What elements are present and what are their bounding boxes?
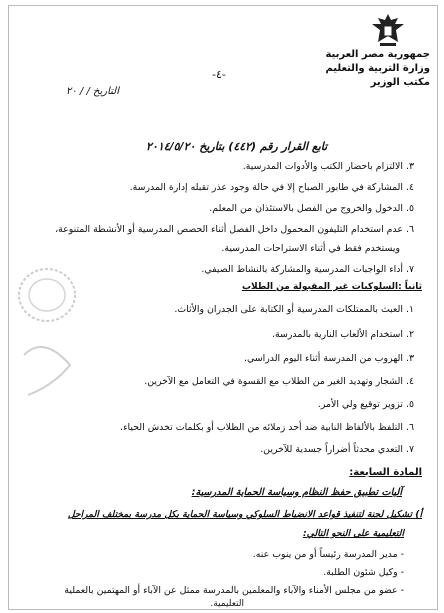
list-item: ١. العبث بالممتلكات المدرسية أو الكتابة على الجدران والأثاث. — [174, 304, 414, 315]
page-number: -٤- — [212, 68, 226, 81]
committee-member-continuation: التعليمية. — [210, 599, 244, 609]
stamp-watermark-icon — [14, 255, 80, 405]
office-name: مكتب الوزير — [370, 77, 430, 88]
list-item: ٥. تزوير توقيع ولي الأمر. — [317, 399, 414, 410]
ministry-header — [320, 48, 430, 90]
list-item: ٧. التعدي محدثاً أضراراً جسدية للآخرين. — [260, 444, 414, 455]
article-heading: المادة السابعة: — [349, 467, 422, 478]
committee-member: - وكيل شئون الطلبة. — [323, 567, 404, 578]
list-item: ٦. عدم استخدام التليفون المحمول داخل الفصل أثناء الحصص المدرسية أو الأنشطة المتنوعة، — [55, 224, 414, 235]
list-item: ٣. الالتزام باحضار الكتب والأدوات المدرسية. — [242, 161, 414, 172]
list-item: ٢. استخدام الألعاب النارية بالمدرسة. — [272, 329, 414, 340]
country-name: جمهورية مصر العربية — [325, 49, 430, 60]
article-point-a: أ) تشكيل لجنة لتنفيذ قواعد الانضباط السلوكي وسياسة الحماية بكل مدرسة بمختلف المراحل — [67, 509, 422, 520]
list-item: ٣. الهروب من المدرسة أثناء اليوم الدراسي. — [244, 353, 414, 364]
eagle-emblem-icon — [368, 12, 408, 48]
ministry-name: وزارة التربية والتعليم — [325, 63, 430, 74]
section-heading: ثانياً :السلوكيات غير المقبولة من الطلاب — [241, 282, 422, 292]
list-item: ٤. الشجار وتهديد الغير من الطلاب مع القسوة في التعامل مع الآخرين. — [144, 376, 414, 387]
list-item-continuation: ويستخدم فقط في أثناء الاستراحات المدرسية. — [221, 243, 400, 254]
list-item: ٥. الدخول والخروج من الفصل بالاستئذان من المعلم. — [209, 203, 414, 214]
article-point-a-continuation: التعليمية على النحو التالي: — [302, 528, 404, 539]
decision-title: تابع القرار رقم (٤٤٢) بتاريخ ٢٠١٤/٥/٢٠ — [146, 140, 328, 153]
committee-member: - مدير المدرسة رئيساً أو من ينوب عنه. — [252, 549, 404, 560]
article-subheading: آليات تطبيق حفظ النظام وسياسة الحماية المدرسية: — [191, 487, 402, 498]
list-item: ٤. المشاركة في طابور الصباح إلا في حالة وجود عذر تقبله إدارة المدرسة. — [129, 182, 414, 193]
list-item: ٧. أداء الواجبات المدرسية والمشاركة بالنشاط الصيفي. — [201, 264, 414, 275]
date-field: التاريخ / / ٢٠ — [66, 86, 119, 97]
committee-member: - عضو من مجلس الأمناء والآباء والمعلمين بالمدرسة ممثل عن الآباء أو المهتمين بالعملية — [64, 585, 404, 596]
list-item: ٦. التلفظ بالألفاظ النابية ضد أحد زملائه من الطلاب أو بكلمات تخدش الحياء. — [120, 422, 414, 433]
